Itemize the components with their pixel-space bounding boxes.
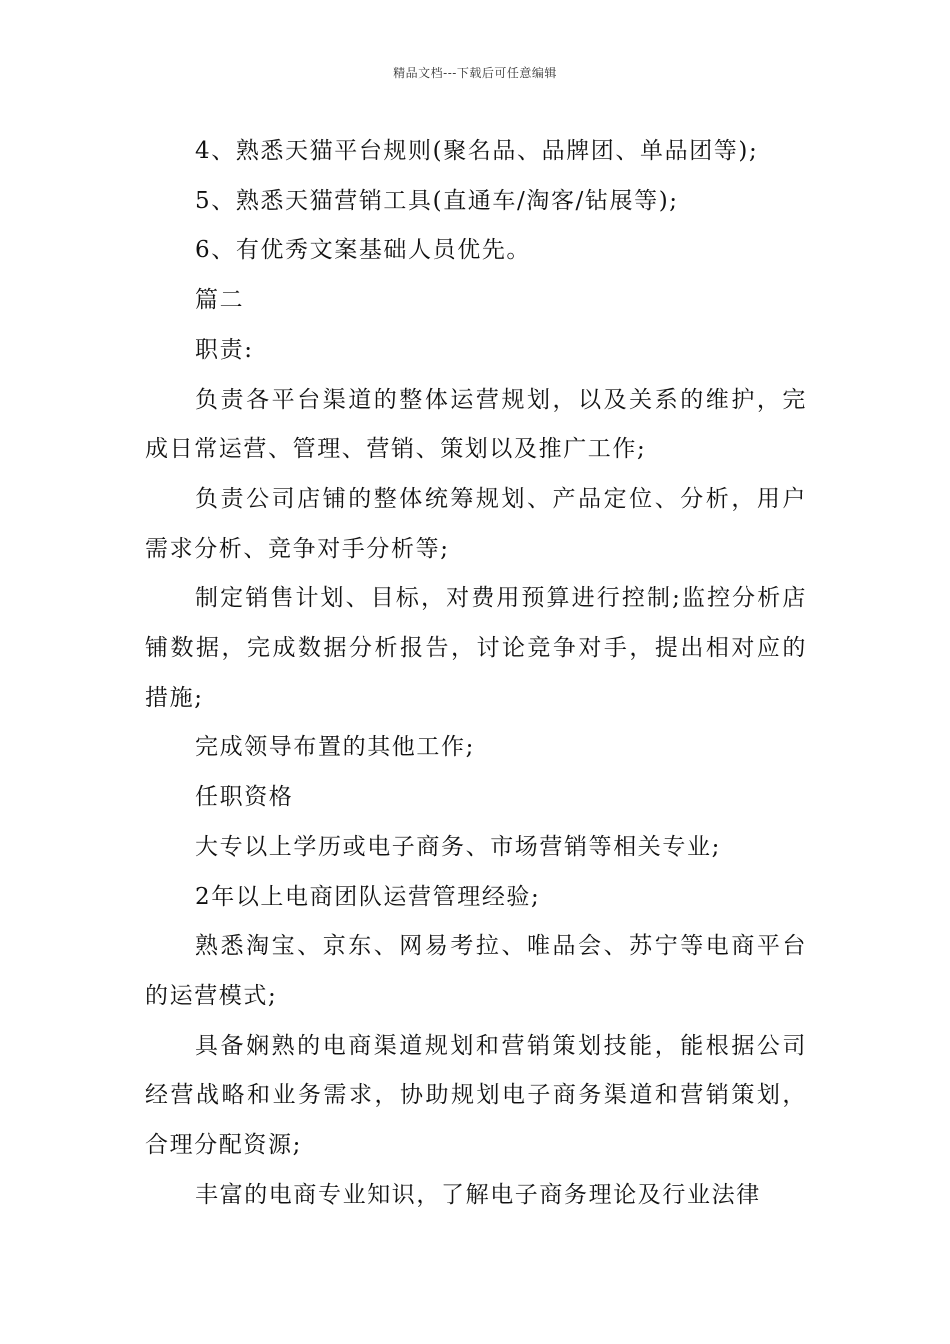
paragraph: 熟悉淘宝、京东、网易考拉、唯品会、苏宁等电商平台的运营模式; [145, 933, 807, 1009]
paragraph: 4、熟悉天猫平台规则(聚名品、品牌团、单品团等); [195, 138, 759, 164]
paragraph: 6、有优秀文案基础人员优先。 [195, 237, 532, 264]
paragraph: 负责公司店铺的整体统筹规划、产品定位、分析，用户需求分析、竞争对手分析等; [145, 485, 807, 562]
section-heading: 篇二 [195, 287, 245, 314]
paragraph: 2年以上电商团队运营管理经验; [195, 883, 541, 910]
paragraph: 丰富的电商专业知识，了解电子商务理论及行业法律 [195, 1181, 761, 1208]
subsection-heading: 职责: [195, 336, 254, 363]
paragraph: 5、熟悉天猫营销工具(直通车/淘客/钻展等); [195, 187, 679, 214]
document-body [145, 127, 807, 1220]
subsection-heading: 任职资格 [195, 784, 294, 811]
paragraph: 大专以上学历或电子商务、市场营销等相关专业; [195, 833, 721, 860]
paragraph: 具备娴熟的电商渠道规划和营销策划技能，能根据公司经营战略和业务需求，协助规划电子商务渠道和营销策划，合理分配资源; [145, 1032, 807, 1159]
paragraph: 负责各平台渠道的整体运营规划，以及关系的维护，完成日常运营、管理、营销、策划以及推广工作; [145, 386, 807, 463]
page-header: 精品文档---下载后可任意编辑 [393, 66, 557, 80]
paragraph: 完成领导布置的其他工作; [195, 734, 475, 761]
paragraph: 制定销售计划、目标，对费用预算进行控制;监控分析店铺数据，完成数据分析报告，讨论竞争对手，提出相对应的措施; [145, 585, 807, 711]
